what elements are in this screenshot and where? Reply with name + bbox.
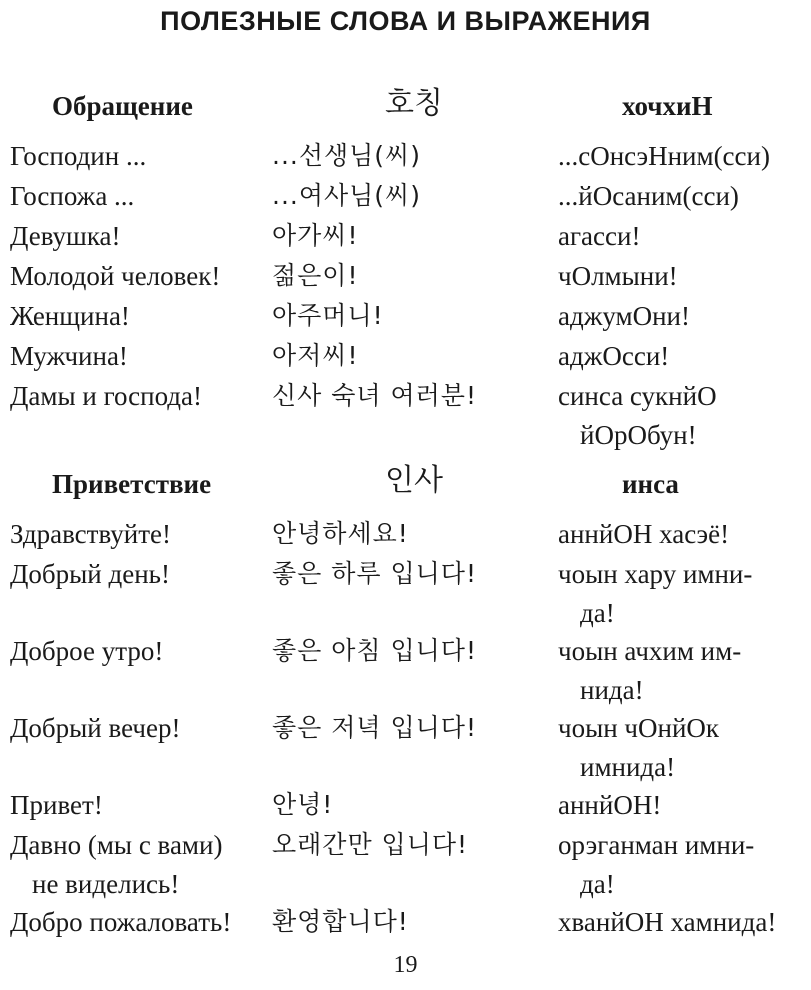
section-header-transcription: инса (622, 469, 679, 499)
phrase-row (0, 337, 811, 377)
phrase-transcription-line2: нида! (580, 674, 644, 705)
phrase-ko: 젊은이! (272, 261, 359, 290)
phrase-ru: Молодой человек! (10, 261, 221, 291)
phrase-ru: Дамы и господа! (10, 381, 203, 411)
phrase-row (0, 177, 811, 217)
phrase-ko: 환영합니다! (272, 907, 409, 936)
phrase-ko: ...여사님(씨) (272, 181, 421, 210)
phrase-ko: 오래간만 입니다! (272, 830, 469, 859)
phrase-ru: Госпожа ... (10, 181, 135, 211)
phrase-transcription (558, 555, 811, 632)
phrase-row (0, 826, 811, 903)
phrase-transcription: ...сОнсэНним(сси) (558, 141, 770, 171)
phrase-transcription-line2: да! (580, 868, 615, 899)
phrase-ko: 좋은 저녁 입니다! (272, 713, 477, 742)
phrase-ru: Здравствуйте! (10, 519, 171, 549)
phrase-row (0, 786, 811, 826)
phrase-ko: 아가씨! (272, 221, 359, 250)
phrase-transcription (558, 377, 811, 454)
phrase-ru: Добрый день! (10, 559, 170, 589)
phrase-ko: 안녕! (272, 790, 334, 819)
page-number: 19 (393, 952, 418, 978)
phrase-ko: ...선생님(씨) (272, 141, 421, 170)
phrase-transcription (558, 632, 811, 709)
phrase-ko: 신사 숙녀 여러분! (272, 381, 477, 410)
phrase-row (0, 515, 811, 555)
phrase-transcription: агасси! (558, 221, 641, 251)
phrase-ko: 아주머니! (272, 301, 384, 330)
phrase-row (0, 903, 811, 943)
phrase-row (0, 297, 811, 337)
phrase-ru-line1: Давно (мы с вами) (10, 830, 223, 860)
phrase-ru: Привет! (10, 790, 103, 820)
phrase-ko: 좋은 아침 입니다! (272, 636, 477, 665)
phrase-ru: Женщина! (10, 301, 130, 331)
phrase-row (0, 217, 811, 257)
phrase-ru (0, 826, 272, 903)
phrase-ru-line2: не виделись! (32, 868, 180, 899)
phrase-row (0, 377, 811, 454)
phrase-transcription: аннйОН хасэё! (558, 519, 730, 549)
phrase-transcription-line2: да! (580, 597, 615, 628)
phrase-transcription (558, 826, 811, 903)
phrase-ru: Мужчина! (10, 341, 128, 371)
phrase-ru: Добро пожаловать! (10, 907, 232, 937)
page-title: ПОЛЕЗНЫЕ СЛОВА И ВЫРАЖЕНИЯ (160, 6, 651, 36)
phrase-transcription-line2: имнида! (580, 751, 676, 782)
phrase-transcription-line2: йОрОбун! (580, 419, 697, 450)
phrase-transcription-line1: чоын хару имни- (558, 559, 753, 589)
phrase-ko: 안녕하세요! (272, 519, 409, 548)
phrase-transcription: хванйОН хамнида! (558, 907, 777, 937)
phrase-transcription: аннйОН! (558, 790, 662, 820)
section-header-ko: 호칭 (385, 86, 443, 121)
phrase-transcription-line1: синса сукнйО (558, 381, 717, 411)
phrase-transcription: чОлмыни! (558, 261, 678, 291)
phrase-transcription-line1: орэганман имни- (558, 830, 755, 860)
phrase-transcription-line1: чоын чОнйОк (558, 713, 720, 743)
phrase-row (0, 632, 811, 709)
phrase-row (0, 137, 811, 177)
phrase-ko: 좋은 하루 입니다! (272, 559, 477, 588)
phrase-ru: Добрый вечер! (10, 713, 181, 743)
phrase-ru: Девушка! (10, 221, 121, 251)
phrase-ko: 아저씨! (272, 341, 359, 370)
phrase-row (0, 555, 811, 632)
section-header-ru: Приветствие (52, 469, 212, 499)
phrase-ru: Господин ... (10, 141, 147, 171)
phrase-row (0, 257, 811, 297)
section-header-transcription: хочхиН (622, 91, 713, 121)
phrase-ru: Доброе утро! (10, 636, 164, 666)
phrase-row (0, 709, 811, 786)
phrase-transcription (558, 709, 811, 786)
phrase-transcription: ...йОсаним(сси) (558, 181, 739, 211)
phrase-transcription: аджОсси! (558, 341, 670, 371)
phrase-transcription: аджумОни! (558, 301, 690, 331)
phrase-transcription-line1: чоын ачхим им- (558, 636, 742, 666)
section-header-ko: 인사 (385, 463, 443, 498)
section-header-ru: Обращение (52, 91, 193, 121)
